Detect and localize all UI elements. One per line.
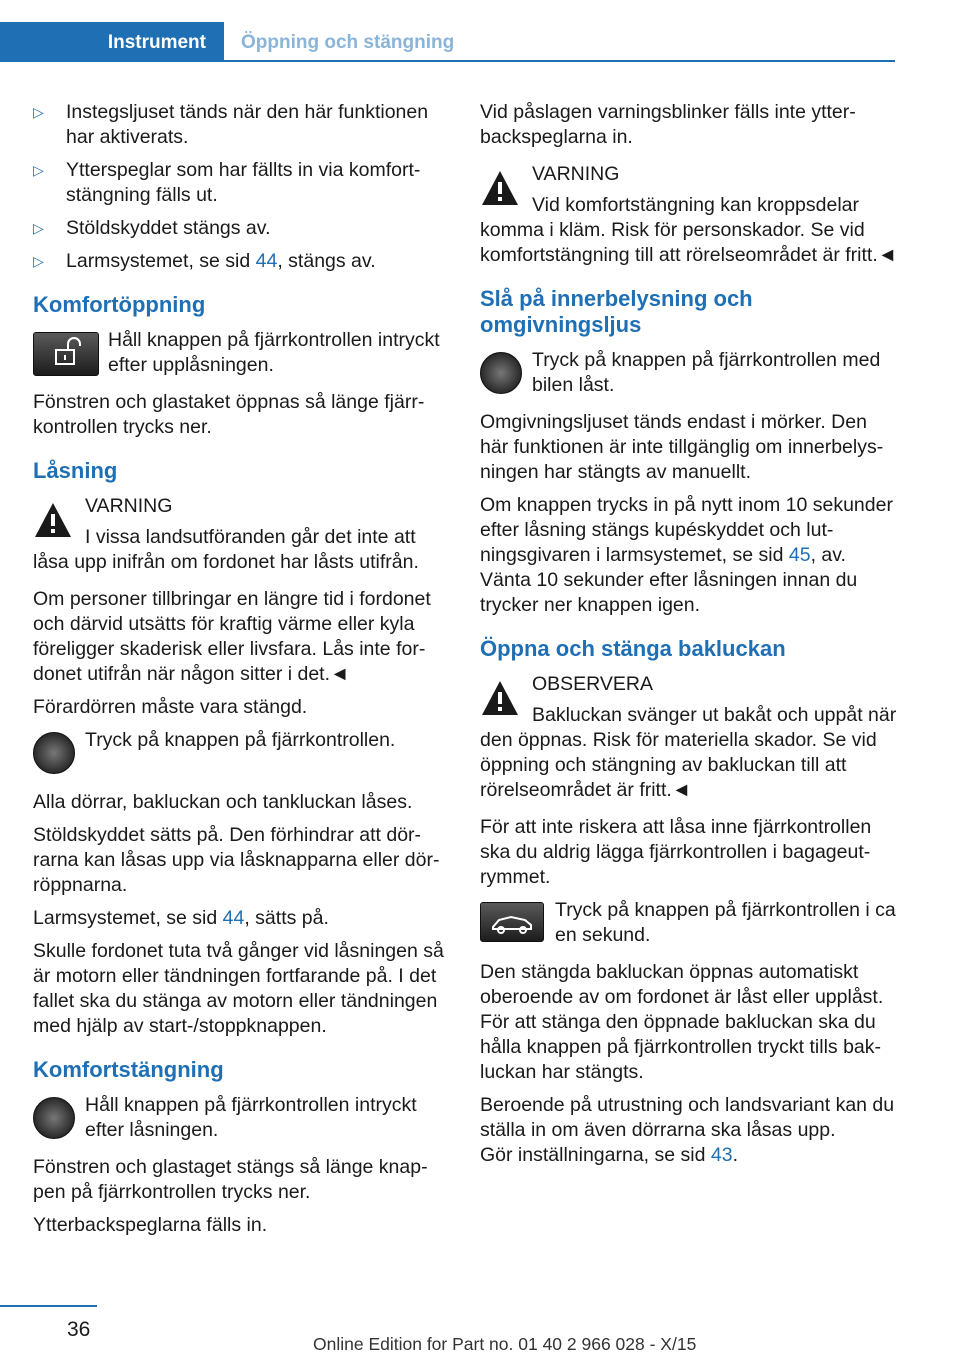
paragraph: Vid påslagen varningsblinker fälls inte ytterbackspeglarna in. xyxy=(480,101,856,148)
list-item-text: Stöldskyddet stängs av. xyxy=(66,217,271,239)
warning-block xyxy=(480,162,898,268)
warning-text: Vid komfortstängning kan kroppsdelar komma i kläm. Risk för personskador. Se vid komfortstängning till att rörelseområdet är fritt.◄ xyxy=(480,194,898,266)
baklucka-instruction xyxy=(480,898,898,948)
page-header xyxy=(0,22,895,62)
paragraph: Fönstren och glastaket öppnas så länge fjärrkontrollen trycks ner. xyxy=(33,391,425,438)
heading-innerbelysning: Slå på innerbelysning och omgivningsljus xyxy=(480,286,753,337)
list-item-text: , stängs av. xyxy=(277,250,376,272)
warning-triangle-icon xyxy=(33,500,73,540)
baklucka-text: Tryck på knappen på fjärrkontrollen i ca en sekund. xyxy=(555,899,896,946)
triangle-bullet-icon: ▷ xyxy=(33,253,44,269)
paragraph-text: , av. Vänta 10 sekunder efter låsningen innan du trycker ner knappen igen. xyxy=(480,544,858,616)
paragraph: Förardörren måste vara stängd. xyxy=(33,696,308,718)
trunk-button-icon xyxy=(480,902,544,942)
paragraph-text: . xyxy=(732,1144,738,1166)
tab-oppning-label: Öppning och stängning xyxy=(241,32,455,53)
bmw-key-button-icon xyxy=(480,352,522,394)
warning-title: VARNING xyxy=(85,495,173,517)
paragraph: För att inte riskera att låsa inne fjärrkontrollen ska du aldrig lägga fjärrkontrollen i bagageutrymmet. xyxy=(480,816,872,888)
footer-divider xyxy=(0,1305,97,1307)
left-column xyxy=(33,100,453,1246)
paragraph: Om personer tillbringar en längre tid i fordonet och därvid utsätts för kraftig värme eller kyla föreligger skaderisk eller livsfara. Lås inte fordonet utifrån när någon sitter i det.◄ xyxy=(33,588,431,685)
bmw-key-button-icon xyxy=(33,1097,75,1139)
paragraph: Stöldskyddet sätts på. Den förhindrar att dörrarna kan låsas upp via låsknapparna eller dörröppnarna. xyxy=(33,824,440,896)
caution-title: OBSERVERA xyxy=(532,673,654,695)
tab-instrument-label: Instrument xyxy=(107,32,206,53)
paragraph: Fönstren och glastaget stängs så länge knappen på fjärrkontrollen trycks ner. xyxy=(33,1156,428,1203)
list-item xyxy=(33,249,453,274)
triangle-bullet-icon: ▷ xyxy=(33,220,44,236)
right-column xyxy=(480,100,898,1176)
caution-triangle-icon xyxy=(480,678,520,718)
komfortstangning-text: Håll knappen på fjärrkontrollen intryckt efter låsningen. xyxy=(85,1094,417,1141)
tab-oppning-och-stangning[interactable] xyxy=(224,22,895,62)
page-link-44[interactable]: 44 xyxy=(255,250,278,272)
heading-baklucka: Öppna och stänga bakluckan xyxy=(480,636,786,661)
warning-title: VARNING xyxy=(532,163,620,185)
heading-lasning: Låsning xyxy=(33,458,118,483)
innerbelysning-instruction xyxy=(480,348,898,398)
lock-text: Tryck på knappen på fjärrkontrollen. xyxy=(85,729,396,751)
warning-text: I vissa landsutföranden går det inte att låsa upp inifrån om fordonet har låsts utifrån. xyxy=(33,526,419,573)
triangle-bullet-icon: ▷ xyxy=(33,104,44,120)
caution-text: Bakluckan svänger ut bakåt och uppåt när den öppnas. Risk för materiella skador. Se vid öppning och stängning av bakluckan till att rörelseområdet är fritt.◄ xyxy=(480,704,897,801)
paragraph-text: , sätts på. xyxy=(244,907,329,929)
paragraph xyxy=(33,906,453,931)
caution-block xyxy=(480,672,898,803)
komfortoppning-instruction xyxy=(33,328,453,378)
paragraph-text: Gör inställningarna, se sid xyxy=(480,1144,711,1166)
paragraph xyxy=(480,1143,898,1168)
list-item xyxy=(33,100,453,150)
bmw-key-button-icon xyxy=(33,732,75,774)
heading-komfortstangning: Komfortstängning xyxy=(33,1057,224,1082)
warning-triangle-icon xyxy=(480,168,520,208)
tab-instrument[interactable] xyxy=(0,22,224,62)
unlock-button-icon xyxy=(33,332,99,376)
edition-footer: Online Edition for Part no. 01 40 2 966 028 - X/15 xyxy=(313,1334,697,1354)
header-divider xyxy=(224,60,895,62)
list-item xyxy=(33,158,453,208)
paragraph: Ytterbackspeglarna fälls in. xyxy=(33,1214,268,1236)
komfortstangning-instruction xyxy=(33,1093,453,1143)
paragraph xyxy=(480,493,898,618)
paragraph: Alla dörrar, bakluckan och tankluckan låses. xyxy=(33,791,413,813)
warning-block xyxy=(33,494,453,575)
list-item-text: Ytterspeglar som har fällts in via komfortstängning fälls ut. xyxy=(66,159,421,206)
heading-komfortoppning: Komfortöppning xyxy=(33,292,206,317)
lock-instruction xyxy=(33,728,453,778)
feature-list xyxy=(33,100,453,274)
paragraph: Beroende på utrustning och landsvariant kan du ställa in om även dörrarna ska låsas upp. xyxy=(480,1094,895,1141)
page-link-45[interactable]: 45 xyxy=(788,544,811,566)
page-number: 36 xyxy=(67,1318,91,1341)
paragraph-text: Om knappen trycks in på nytt inom 10 sekunder efter låsning stängs kupéskyddet och lutningsgivaren i larmsystemet, se sid xyxy=(480,494,893,566)
page-link-43[interactable]: 43 xyxy=(710,1144,733,1166)
komfortoppning-text: Håll knappen på fjärrkontrollen intryckt efter upplåsningen. xyxy=(108,329,440,376)
page-link-44[interactable]: 44 xyxy=(222,907,245,929)
paragraph: Den stängda bakluckan öppnas automatiskt oberoende av om fordonet är låst eller upplåst. För att stänga den öppnade bakluckan ska du hålla knappen på fjärrkontrollen tryckt tills bakluckan har stängts. xyxy=(480,961,884,1083)
paragraph-text: Larmsystemet, se sid xyxy=(33,907,223,929)
list-item-text: Larmsystemet, se sid xyxy=(66,250,256,272)
innerbelysning-text: Tryck på knappen på fjärrkontrollen med bilen låst. xyxy=(532,349,881,396)
paragraph: Omgivningsljuset tänds endast i mörker. Den här funktionen är inte tillgänglig om innerbelysningen har stängts av manuellt. xyxy=(480,411,884,483)
list-item-text: Instegsljuset tänds när den här funktionen har aktiverats. xyxy=(66,101,429,148)
list-item xyxy=(33,216,453,241)
paragraph: Skulle fordonet tuta två gånger vid låsningen så är motorn eller tändningen fortfarande på. I det fallet ska du stänga av motorn eller tändningen med hjälp av start-/stoppknappen. xyxy=(33,940,444,1037)
triangle-bullet-icon: ▷ xyxy=(33,162,44,178)
